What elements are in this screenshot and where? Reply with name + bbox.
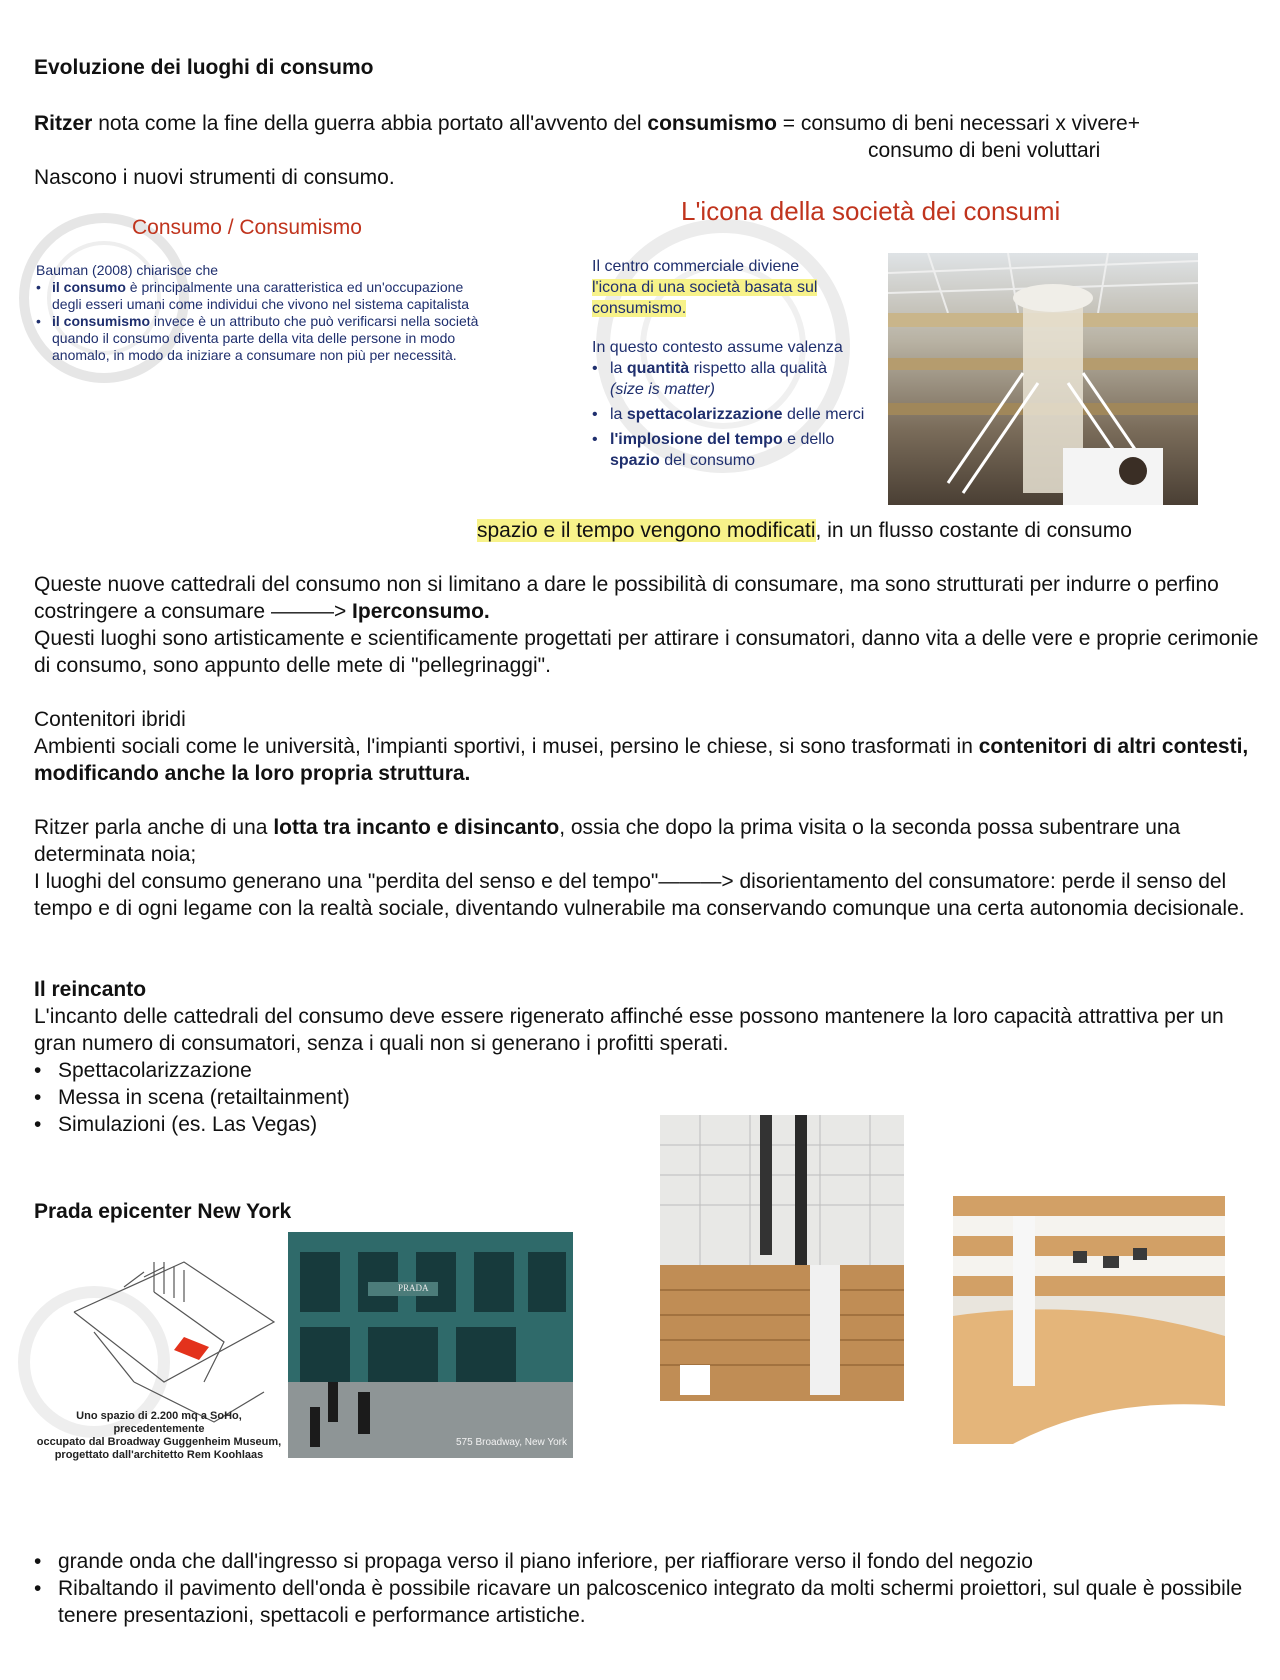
incanto-text-b: , ossia che dopo la prima visita o la seconda possa subentrare una determinata noia; <box>34 816 1181 866</box>
intro-line-2: consumo di beni voluttari <box>868 139 1101 162</box>
prada-heading: Prada epicenter New York <box>34 1200 292 1223</box>
slide-left-bullet-2 <box>36 313 486 364</box>
slide-left-body <box>36 262 486 364</box>
reincanto-item: • Messa in scena (retailtainment) <box>34 1084 634 1111</box>
reincanto-heading: Il reincanto <box>34 978 147 1001</box>
arrow-disorientamento: ———> <box>658 870 734 893</box>
prada-storefront-photo <box>288 1232 573 1458</box>
b2a: la <box>610 406 627 423</box>
onda-item: • Ribaltando il pavimento dell'onda è possibile ricavare un palcoscenico integrato da molti schermi proiettori, sul quale è possibile tenere presentazioni, spettacoli e performance artistiche. <box>34 1575 1264 1629</box>
b3b: del consumo <box>659 452 755 469</box>
bullet-2-bold: il consumismo <box>52 313 151 329</box>
intro-line-3: Nascono i nuovi strumenti di consumo. <box>34 166 395 189</box>
reincanto-list <box>34 1057 634 1138</box>
incanto-bold: lotta tra incanto e disincanto <box>273 816 560 839</box>
mall-illustration <box>888 253 1198 505</box>
ibridi-text: Ambienti sociali come le università, l'impianti sportivi, i musei, persino le chiese, si sono trasformati in <box>34 735 979 758</box>
storefront-caption: 575 Broadway, New York <box>456 1437 567 1448</box>
iperconsumo-bold: Iperconsumo. <box>346 600 490 623</box>
prada-interior-photo-2 <box>953 1196 1225 1444</box>
reincanto-paragraph: L'incanto delle cattedrali del consumo deve essere rigenerato affinché esse possono mantenere la loro capacità attrattiva per un gran numero di consumatori, senza i quali non si generano i profitti sperati. <box>34 1005 1224 1055</box>
prada-diagram-caption <box>34 1410 284 1462</box>
ritzer-bold: Ritzer <box>34 112 93 135</box>
intro-text-2: = consumo di beni necessari x vivere+ <box>776 112 1140 135</box>
spazio-highlight: spazio e il tempo vengono modificati <box>477 519 816 542</box>
consumismo-bold: consumismo <box>647 112 777 135</box>
caption-line-2: occupato dal Broadway Guggenheim Museum, <box>36 1436 282 1448</box>
b3a: e dello <box>782 431 835 448</box>
b1a: la <box>610 360 627 377</box>
spazio-line <box>477 517 1132 544</box>
storefront-illustration <box>288 1232 573 1458</box>
incanto-text-a: Ritzer parla anche di una <box>34 816 274 839</box>
b3-bold2: spazio <box>610 452 660 469</box>
b3-bold: l'implosione del tempo <box>610 431 783 448</box>
caption-line-3: progettato dall'architetto Rem Koohlaas <box>54 1449 264 1461</box>
incanto-p1 <box>34 814 1264 868</box>
onda-list <box>34 1548 1264 1629</box>
interior-illustration-1 <box>660 1115 904 1401</box>
b2-bold: spettacolarizzazione <box>626 406 783 423</box>
incanto-p2-text-b: disorientamento del consumatore: perde il senso del tempo e di ogni legame con la realtà sociale, diventando vulnerabile ma conservando comunque una certa autonomia decisionale. <box>34 870 1245 920</box>
ibridi-paragraph <box>34 733 1264 787</box>
page-title: Evoluzione dei luoghi di consumo <box>34 56 374 79</box>
reincanto-item: • Simulazioni (es. Las Vegas) <box>34 1111 634 1138</box>
intro-line-1 <box>34 110 1254 137</box>
bullet-2-text: invece è un attributo che può verificarsi nella società quando il consumo diventa parte della vita delle persone in modo anomalo, in modo da iniziare a consumare non più per necessità. <box>52 313 479 363</box>
slide-left-bullet-1 <box>36 279 486 313</box>
slide-right-bullet-1 <box>592 358 882 400</box>
prada-sign: PRADA <box>398 1283 429 1293</box>
intro-text-1: nota come la fine della guerra abbia portato all'avvento del <box>92 112 648 135</box>
ibridi-bold: contenitori di altri contesti, modificando anche la loro propria struttura. <box>34 735 1249 785</box>
onda-item: • grande onda che dall'ingresso si propaga verso il piano inferiore, per riaffiorare verso il fondo del negozio <box>34 1548 1264 1575</box>
p2-line: In questo contesto assume valenza <box>592 339 843 356</box>
slide-right-bullet-2 <box>592 404 882 425</box>
ibridi-heading: Contenitori ibridi <box>34 708 186 731</box>
prada-interior-photo-1 <box>660 1115 904 1401</box>
mall-photo <box>888 253 1198 505</box>
slide-icona-societa <box>583 196 1203 508</box>
interior-illustration-2 <box>953 1196 1225 1444</box>
slide-right-body <box>592 256 882 471</box>
slide-left-title: Consumo / Consumismo <box>132 216 362 239</box>
slide-right-title: L'icona della società dei consumi <box>681 196 1061 226</box>
incanto-p2 <box>34 868 1264 922</box>
p1-line-a: Il centro commerciale diviene <box>592 258 800 275</box>
b1c: (size is matter) <box>610 381 715 398</box>
bullet-1-text: è principalmente una caratteristica ed un'occupazione degli esseri umani come individui che vivono nel sistema capitalista <box>52 279 470 312</box>
caption-line-1: Uno spazio di 2.200 mq a SoHo, precedentemente <box>76 1410 242 1435</box>
b2b: delle merci <box>782 406 865 423</box>
bullet-1-bold: il consumo <box>52 279 126 295</box>
slide-left-lead: Bauman (2008) chiarisce che <box>36 262 219 278</box>
p1-line-c: consumismo. <box>592 300 687 317</box>
p1-line-b: l'icona di una società basata sul <box>592 279 818 296</box>
slide-consumo-consumismo <box>34 208 494 418</box>
cattedrali-p2: Questi luoghi sono artisticamente e scientificamente progettati per attirare i consumatori, danno vita a delle vere e proprie cerimonie di consumo, sono appunto delle mete di "pellegrinaggi". <box>34 627 1259 677</box>
spazio-rest: , in un flusso costante di consumo <box>815 519 1132 542</box>
incanto-p2-text-a: I luoghi del consumo generano una "perdita del senso e del tempo" <box>34 870 659 893</box>
cattedrali-p1-text: Queste nuove cattedrali del consumo non si limitano a dare le possibilità di consumare, ma sono strutturati per indurre o perfino costringere a consumare <box>34 573 1219 623</box>
slide-right-bullet-3 <box>592 429 882 471</box>
arrow-iperconsumo: ———> <box>270 600 347 623</box>
prada-diagram <box>34 1232 284 1461</box>
reincanto-item: • Spettacolarizzazione <box>34 1057 634 1084</box>
cattedrali-p1 <box>34 571 1264 625</box>
b1b: rispetto alla qualità <box>689 360 827 377</box>
b1-bold: quantità <box>626 360 690 377</box>
